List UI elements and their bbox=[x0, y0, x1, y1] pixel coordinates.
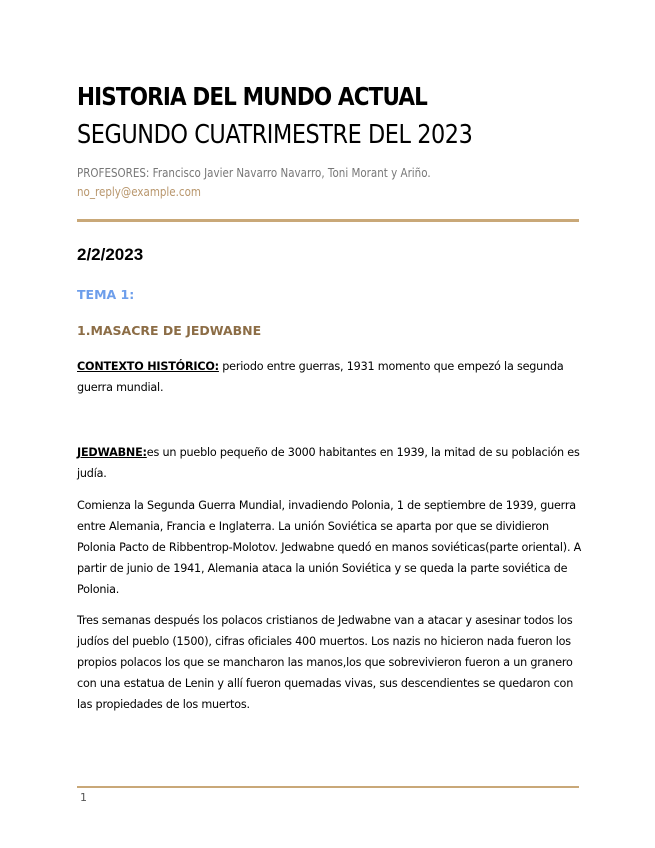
section-heading: 1.MASACRE DE JEDWABNE bbox=[77, 323, 262, 338]
paragraph-text: Comienza la Segunda Guerra Mundial, invadiendo Polonia, 1 de septiembre de 1939, guerra entre Alemania, Francia e Inglaterra. La unión Soviética se aparta por que se dividieron Polonia Pacto de Ribbentrop-Molotov. Jedwabne quedó en manos soviéticas(parte oriental). A partir de junio de 1941, Alemania ataca la unión Soviética y se queda la parte soviética de Polonia. bbox=[77, 499, 582, 596]
paragraph-context bbox=[77, 356, 582, 398]
header-divider bbox=[77, 219, 579, 222]
footer-divider bbox=[77, 786, 579, 788]
paragraph-text: es un pueblo pequeño de 3000 habitantes en 1939, la mitad de su población es judía. bbox=[77, 446, 580, 480]
document-subtitle: SEGUNDO CUATRIMESTRE DEL 2023 bbox=[77, 120, 473, 150]
document-title: HISTORIA DEL MUNDO ACTUAL bbox=[77, 82, 428, 111]
contact-email: no_reply@example.com bbox=[77, 185, 201, 199]
paragraph-label: CONTEXTO HISTÓRICO: bbox=[77, 360, 219, 373]
paragraph-label: JEDWABNE: bbox=[77, 446, 147, 459]
paragraph-war-start bbox=[77, 495, 582, 600]
entry-date: 2/2/2023 bbox=[77, 245, 144, 264]
professors-line: PROFESORES: Francisco Javier Navarro Navarro, Toni Morant y Ariño. bbox=[77, 166, 431, 180]
topic-heading: TEMA 1: bbox=[77, 287, 135, 302]
paragraph-jedwabne bbox=[77, 442, 582, 484]
page-number: 1 bbox=[80, 791, 87, 804]
paragraph-text: periodo entre guerras, 1931 momento que empezó la segunda guerra mundial. bbox=[77, 360, 564, 394]
paragraph-massacre bbox=[77, 610, 582, 715]
paragraph-text: Tres semanas después los polacos cristianos de Jedwabne van a atacar y asesinar todos los judíos del pueblo (1500), cifras oficiales 400 muertos. Los nazis no hicieron nada fueron los propios polacos los que se mancharon las manos,los que sobrevivieron fueron a un granero con una estatua de Lenin y allí fueron quemadas vivas, sus descendientes se quedaron con las propiedades de los muertos. bbox=[77, 614, 574, 711]
